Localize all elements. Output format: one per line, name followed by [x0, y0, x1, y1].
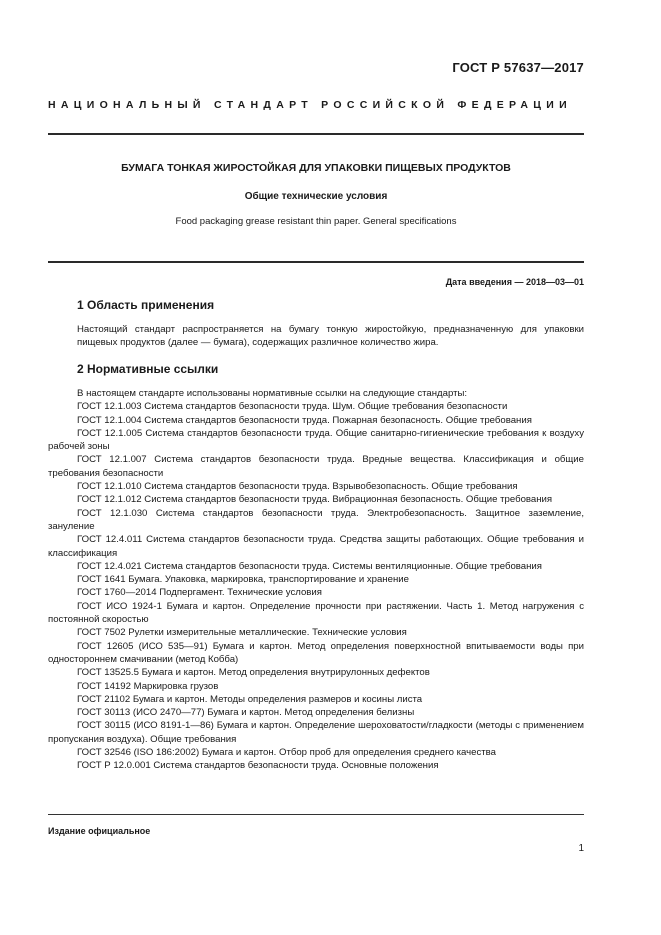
section-1-text: [48, 323, 584, 350]
reference-item: ГОСТ 12.4.011 Система стандартов безопасности труда. Средства защиты работающих. Общие требования и классификация: [48, 534, 584, 559]
normative-references-list: [48, 387, 584, 773]
reference-item: ГОСТ 12.1.007 Система стандартов безопасности труда. Вредные вещества. Классификация и общие требования безопасности: [48, 454, 584, 479]
reference-item: ГОСТ 12.1.003 Система стандартов безопасности труда. Шум. Общие требования безопасности: [77, 401, 508, 413]
english-title: Food packaging grease resistant thin paper. General specifications: [175, 216, 457, 227]
section-2-heading: 2 Нормативные ссылки: [77, 362, 219, 376]
reference-item: ГОСТ 12.4.021 Система стандартов безопасности труда. Системы вентиляционные. Общие требования: [77, 560, 542, 572]
reference-item: ГОСТ 12.1.004 Система стандартов безопасности труда. Пожарная безопасность. Общие требования: [77, 414, 532, 426]
reference-item: ГОСТ 12.1.012 Система стандартов безопасности труда. Вибрационная безопасность. Общие требования: [77, 494, 553, 506]
section-1-heading: 1 Область применения: [77, 298, 215, 312]
references-intro: В настоящем стандарте использованы нормативные ссылки на следующие стандарты:: [77, 388, 468, 399]
reference-item: ГОСТ 1641 Бумага. Упаковка, маркировка, транспортирование и хранение: [77, 574, 409, 586]
section-1-paragraph: Настоящий стандарт распространяется на бумагу тонкую жиростойкую, предназначенную для упаковки пищевых продуктов (далее — бумага), содержащих различное количество жира.: [77, 324, 584, 349]
page-number: 1: [578, 843, 584, 854]
reference-item: ГОСТ ИСО 1924-1 Бумага и картон. Определение прочности при растяжении. Часть 1. Метод нагружения с постоянной скоростью: [48, 600, 584, 626]
title-divider: [48, 261, 584, 263]
reference-item: ГОСТ 12.1.005 Система стандартов безопасности труда. Общие санитарно-гигиенические требования к воздуху рабочей зоны: [48, 427, 584, 453]
reference-item: ГОСТ 12.1.030 Система стандартов безопасности труда. Электробезопасность. Защитное заземление, зануление: [48, 507, 584, 532]
reference-item: ГОСТ 32546 (ISO 186:2002) Бумага и картон. Отбор проб для определения среднего качества: [77, 747, 496, 759]
reference-item: ГОСТ 21102 Бумага и картон. Методы определения размеров и косины листа: [77, 693, 423, 705]
reference-item: ГОСТ 12.1.010 Система стандартов безопасности труда. Взрывобезопасность. Общие требования: [77, 481, 518, 493]
reference-item: ГОСТ 30115 (ИСО 8191-1—86) Бумага и картон. Определение шероховатости/гладкости (методы с применением пропускания воздуха). Общие требования: [48, 720, 584, 745]
reference-item: ГОСТ Р 12.0.001 Система стандартов безопасности труда. Основные положения: [77, 760, 439, 772]
national-standard-heading: НАЦИОНАЛЬНЫЙ СТАНДАРТ РОССИЙСКОЙ ФЕДЕРАЦИИ: [48, 99, 572, 111]
header-divider: [48, 133, 584, 135]
official-edition-label: Издание официальное: [48, 826, 151, 836]
footer-divider: [48, 814, 584, 815]
reference-item: ГОСТ 13525.5 Бумага и картон. Метод определения внутрирулонных дефектов: [77, 667, 430, 679]
reference-item: ГОСТ 12605 (ИСО 535—91) Бумага и картон. Метод определения поверхностной впитываемости воды при одностороннем смачивании (метод Кобба): [48, 640, 584, 665]
document-code: ГОСТ Р 57637—2017: [452, 60, 584, 75]
reference-item: ГОСТ 1760—2014 Подпергамент. Технические условия: [77, 587, 322, 599]
reference-item: ГОСТ 30113 (ИСО 2470—77) Бумага и картон. Метод определения белизны: [77, 707, 415, 719]
reference-item: ГОСТ 14192 Маркировка грузов: [77, 680, 219, 692]
document-title: БУМАГА ТОНКАЯ ЖИРОСТОЙКАЯ ДЛЯ УПАКОВКИ ПИЩЕВЫХ ПРОДУКТОВ: [121, 162, 511, 174]
introduction-date: Дата введения — 2018—03—01: [445, 277, 584, 287]
document-subtitle: Общие технические условия: [244, 191, 388, 202]
reference-item: ГОСТ 7502 Рулетки измерительные металлические. Технические условия: [77, 627, 407, 639]
